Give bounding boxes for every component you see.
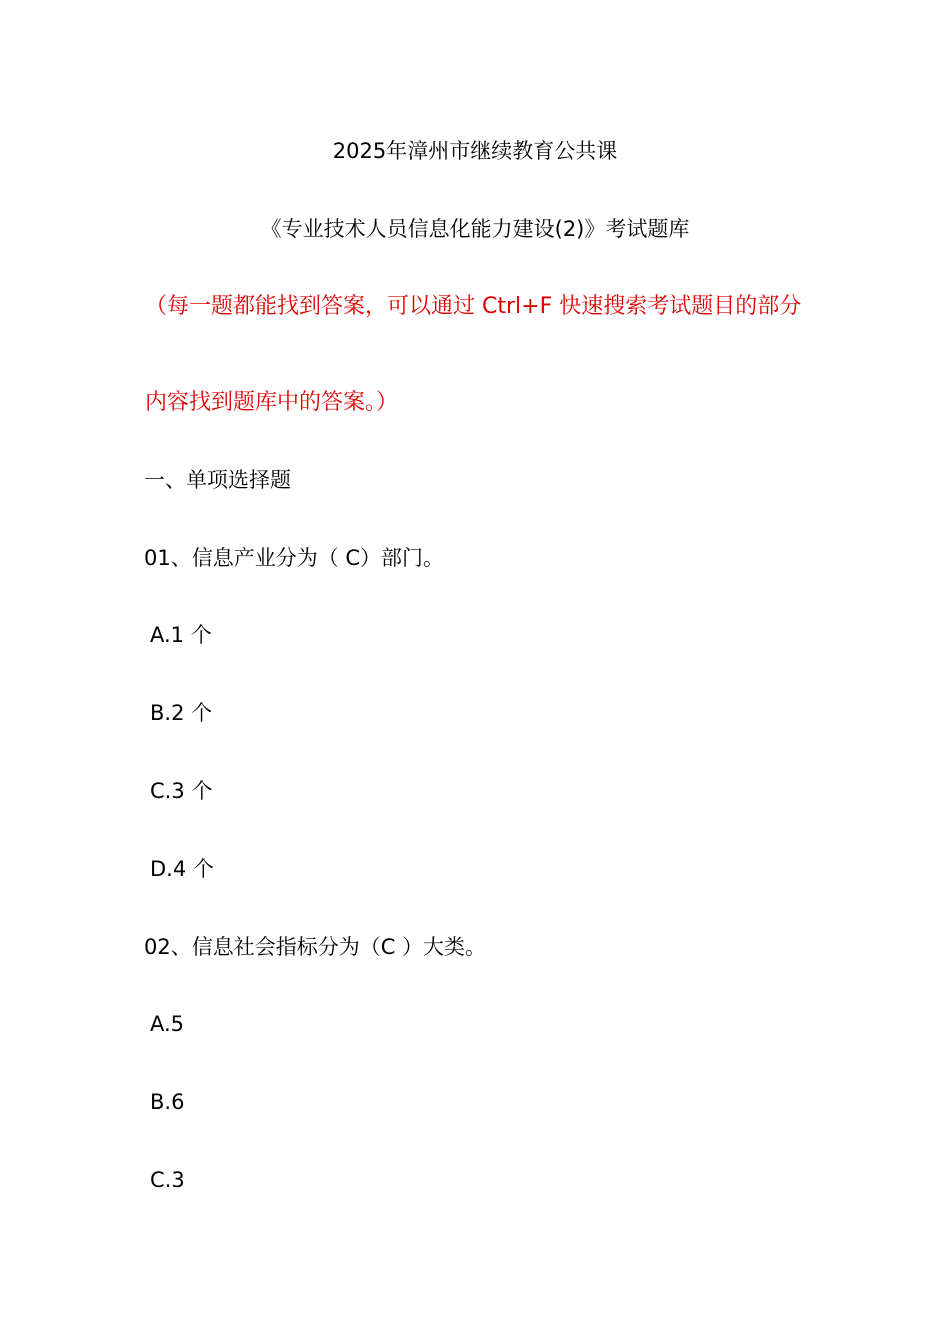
question-1-option-c: C.3 个 (150, 779, 213, 803)
question-1-option-d: D.4 个 (150, 857, 214, 881)
question-1: 01、信息产业分为（ C）部门。 (144, 546, 445, 570)
question-1-option-a: A.1 个 (150, 623, 212, 647)
document-title-line-2: 《专业技术人员信息化能力建设(2)》考试题库 (260, 217, 690, 241)
question-1-option-b: B.2 个 (150, 701, 213, 725)
question-2-option-b: B.6 (150, 1090, 185, 1114)
notice-line-1: （每一题都能找到答案，可以通过 Ctrl+F 快速搜索考试题目的部分 (145, 294, 802, 319)
document-title-line-1: 2025年漳州市继续教育公共课 (332, 139, 618, 163)
question-2-option-a: A.5 (150, 1012, 185, 1036)
question-2: 02、信息社会指标分为（C ）大类。 (144, 935, 487, 959)
section-heading: 一、单项选择题 (144, 468, 291, 492)
notice-line-2: 内容找到题库中的答案。） (145, 390, 399, 415)
question-2-option-c: C.3 (150, 1168, 185, 1192)
